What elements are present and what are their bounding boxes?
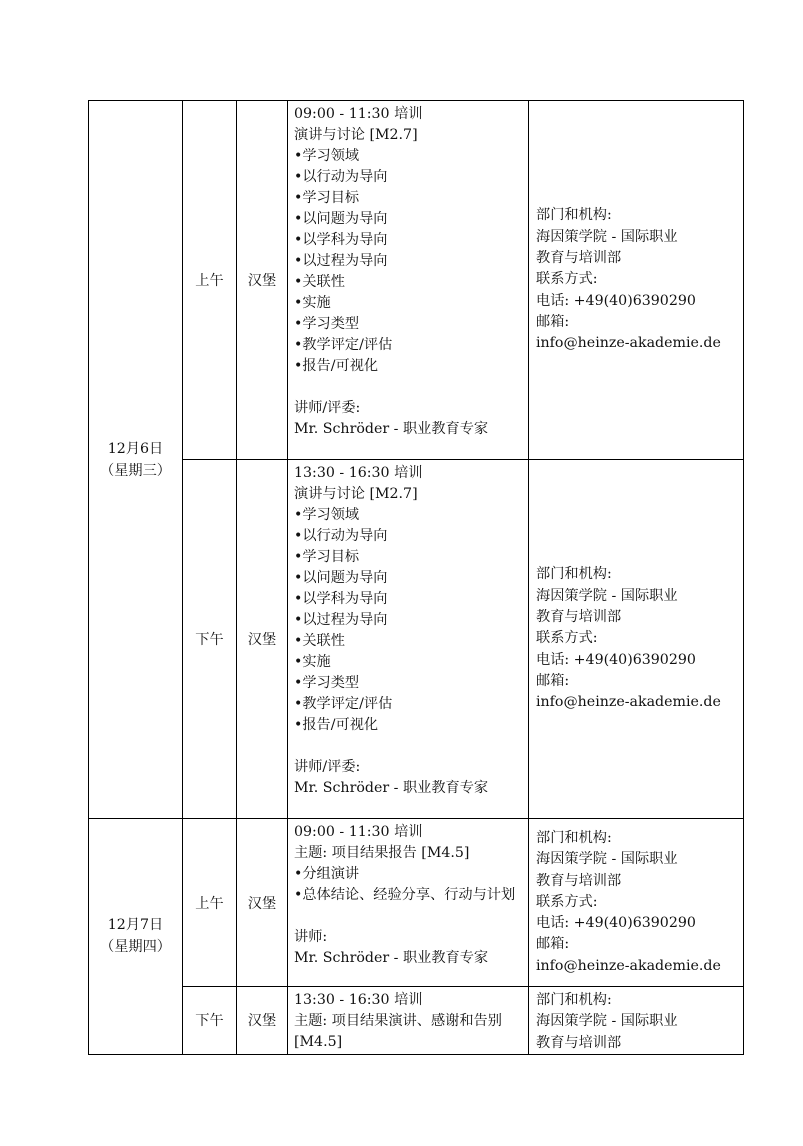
session-time: 09:00 - 11:30 培训 bbox=[294, 824, 423, 840]
table-row bbox=[89, 101, 744, 460]
list-item: •报告/可视化 bbox=[294, 358, 379, 374]
lecturer-name: Mr. Schröder - 职业教育专家 bbox=[294, 780, 489, 796]
program-cell bbox=[288, 987, 529, 1055]
place-cell: 汉堡 bbox=[237, 819, 288, 987]
lecturer-label: 讲师: bbox=[294, 929, 328, 945]
session-topic: 主题: 项目结果报告 [M4.5] bbox=[294, 845, 470, 861]
lecturer-name: Mr. Schröder - 职业教育专家 bbox=[294, 421, 489, 437]
list-item: •学习类型 bbox=[294, 316, 360, 332]
table-row bbox=[89, 987, 744, 1055]
dept-label: 部门和机构: bbox=[536, 829, 612, 846]
list-item: •以学科为导向 bbox=[294, 591, 388, 607]
list-item: •学习领域 bbox=[294, 148, 360, 164]
session-time: 09:00 - 11:30 培训 bbox=[294, 106, 423, 122]
list-item: •以过程为导向 bbox=[294, 612, 388, 628]
weekday-label: （星期三） bbox=[100, 462, 171, 479]
org-dept: 教育与培训部 bbox=[536, 609, 622, 626]
email-label: 邮箱: bbox=[536, 313, 570, 330]
dept-label: 部门和机构: bbox=[536, 992, 612, 1008]
list-item: •学习类型 bbox=[294, 675, 360, 691]
list-item: •学习领域 bbox=[294, 507, 360, 523]
list-item: •学习目标 bbox=[294, 549, 360, 565]
date-cell bbox=[89, 101, 183, 819]
date-label: 12月6日 bbox=[107, 440, 164, 457]
place-cell: 汉堡 bbox=[237, 101, 288, 460]
phone: 电话: +49(40)6390290 bbox=[536, 292, 696, 309]
email-label: 邮箱: bbox=[536, 936, 570, 953]
session-topic: 演讲与讨论 [M2.7] bbox=[294, 127, 418, 143]
list-item: •以问题为导向 bbox=[294, 211, 388, 227]
lecturer-name: Mr. Schröder - 职业教育专家 bbox=[294, 950, 489, 966]
date-cell bbox=[89, 819, 183, 1055]
spacer bbox=[294, 377, 524, 398]
dept-label: 部门和机构: bbox=[536, 566, 612, 583]
slot-cell: 上午 bbox=[183, 819, 237, 987]
program-cell bbox=[288, 460, 529, 819]
table-row bbox=[89, 819, 744, 987]
dept-label: 部门和机构: bbox=[536, 207, 612, 224]
date-label: 12月7日 bbox=[107, 917, 164, 934]
spacer bbox=[294, 906, 524, 927]
list-item: •实施 bbox=[294, 654, 331, 670]
list-item: •以行动为导向 bbox=[294, 528, 388, 544]
org-name: 海因策学院 - 国际职业 bbox=[536, 587, 678, 604]
contact-cell bbox=[529, 101, 744, 460]
list-item: •以过程为导向 bbox=[294, 253, 388, 269]
contact-cell bbox=[529, 460, 744, 819]
list-item: •实施 bbox=[294, 295, 331, 311]
org-dept: 教育与培训部 bbox=[536, 250, 622, 267]
program-cell bbox=[288, 819, 529, 987]
list-item: •学习目标 bbox=[294, 190, 360, 206]
list-item: •以问题为导向 bbox=[294, 570, 388, 586]
list-item: •关联性 bbox=[294, 633, 345, 649]
slot-cell: 上午 bbox=[183, 101, 237, 460]
place-cell: 汉堡 bbox=[237, 460, 288, 819]
slot-cell: 下午 bbox=[183, 987, 237, 1055]
contact-cell bbox=[529, 819, 744, 987]
org-name: 海因策学院 - 国际职业 bbox=[536, 228, 678, 245]
email: info@heinze-akademie.de bbox=[536, 335, 721, 352]
weekday-label: （星期四） bbox=[100, 939, 171, 956]
slot-cell: 下午 bbox=[183, 460, 237, 819]
list-item: •总体结论、经验分享、行动与计划 bbox=[294, 887, 516, 903]
list-item: •以行动为导向 bbox=[294, 169, 388, 185]
session-topic: 主题: 项目结果演讲、感谢和告别 [M4.5] bbox=[294, 1013, 502, 1050]
spacer bbox=[294, 736, 524, 757]
contact-cell bbox=[529, 987, 744, 1055]
email-label: 邮箱: bbox=[536, 672, 570, 689]
contact-label: 联系方式: bbox=[536, 630, 598, 647]
org-dept: 教育与培训部 bbox=[536, 872, 622, 889]
email: info@heinze-akademie.de bbox=[536, 694, 721, 711]
contact-label: 联系方式: bbox=[536, 271, 598, 288]
session-time: 13:30 - 16:30 培训 bbox=[294, 992, 423, 1008]
lecturer-label: 讲师/评委: bbox=[294, 400, 361, 416]
email: info@heinze-akademie.de bbox=[536, 957, 721, 974]
place-cell: 汉堡 bbox=[237, 987, 288, 1055]
list-item: •关联性 bbox=[294, 274, 345, 290]
lecturer-label: 讲师/评委: bbox=[294, 759, 361, 775]
phone: 电话: +49(40)6390290 bbox=[536, 651, 696, 668]
list-item: •以学科为导向 bbox=[294, 232, 388, 248]
list-item: •教学评定/评估 bbox=[294, 337, 393, 353]
phone: 电话: +49(40)6390290 bbox=[536, 915, 696, 932]
org-name: 海因策学院 - 国际职业 bbox=[536, 851, 678, 868]
list-item: •教学评定/评估 bbox=[294, 696, 393, 712]
org-name: 海因策学院 - 国际职业 bbox=[536, 1013, 678, 1030]
list-item: •报告/可视化 bbox=[294, 717, 379, 733]
list-item: •分组演讲 bbox=[294, 866, 360, 882]
program-cell bbox=[288, 101, 529, 460]
contact-label: 联系方式: bbox=[536, 893, 598, 910]
session-topic: 演讲与讨论 [M2.7] bbox=[294, 486, 418, 502]
table-row bbox=[89, 460, 744, 819]
schedule-table bbox=[88, 100, 744, 1055]
session-time: 13:30 - 16:30 培训 bbox=[294, 465, 423, 481]
org-dept: 教育与培训部 bbox=[536, 1034, 622, 1051]
